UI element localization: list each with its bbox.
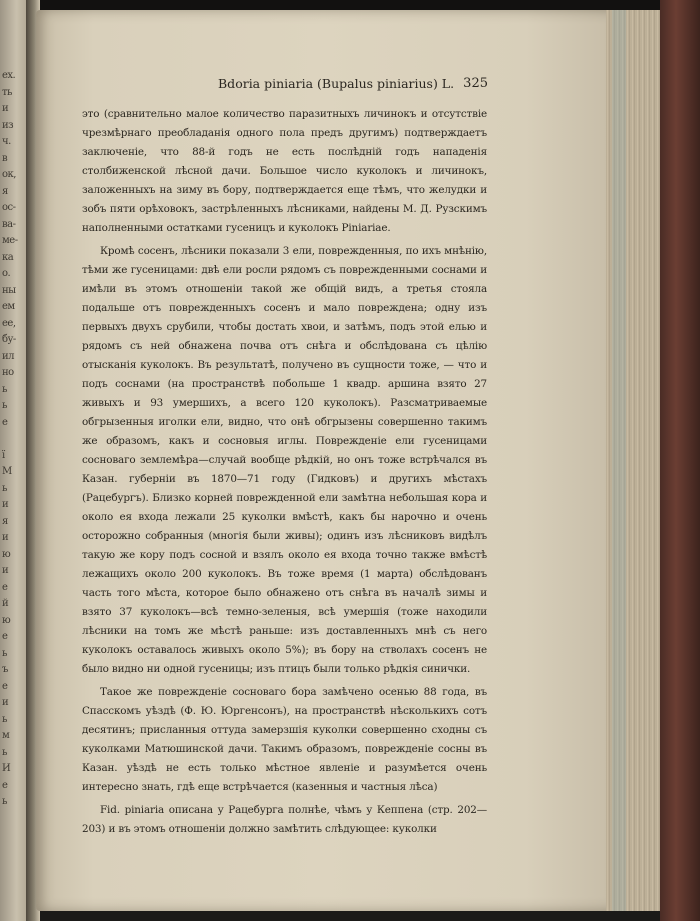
left-page-fragment: из xyxy=(2,119,14,131)
left-page-fragment: в xyxy=(2,152,8,164)
left-page-fragment: ка xyxy=(2,251,14,263)
left-page-fragment: ex. xyxy=(2,70,16,81)
left-page-fragment: ок, xyxy=(2,169,16,180)
left-page-fragment: бу- xyxy=(2,334,16,345)
page-header xyxy=(98,76,488,92)
left-page-fragment: ь xyxy=(2,796,7,807)
left-page-fragment: ть xyxy=(2,86,12,98)
left-page-fragment: ны xyxy=(2,284,16,296)
left-page-fragment: ю xyxy=(2,548,11,560)
left-page-fragment: И xyxy=(2,763,11,774)
left-page-fragment: м xyxy=(2,730,10,741)
left-page-fragment: е xyxy=(2,779,8,791)
left-page-fragment: и xyxy=(2,697,9,708)
left-page-fragment: ь xyxy=(2,647,7,659)
page-edge-tint xyxy=(612,10,626,911)
left-page-fragment: о. xyxy=(2,268,11,279)
left-page-fragment: й xyxy=(2,598,9,609)
left-page-fragment: ч. xyxy=(2,136,11,147)
left-page-fragment: ме- xyxy=(2,235,18,246)
left-page-fragment: ил xyxy=(2,350,15,362)
left-page-fragment: и xyxy=(2,103,9,114)
left-page-fragment: ь xyxy=(2,383,7,395)
left-page-fragment: но xyxy=(2,367,14,378)
page-number: 325 xyxy=(463,76,488,91)
left-page-fragment: ва- xyxy=(2,218,16,230)
left-page-fragment: М xyxy=(2,466,12,477)
left-page-fragment: и xyxy=(2,499,9,510)
left-page-fragment: и xyxy=(2,565,9,576)
left-page-fragment: е xyxy=(2,581,8,593)
left-page-fragment: ь xyxy=(2,482,7,494)
left-page-fragment: ї xyxy=(2,449,5,461)
running-head: Bdoria piniaria (Bupalus piniarius) L. xyxy=(218,76,455,91)
left-page-fragment: я xyxy=(2,185,8,197)
left-page-fragment: ь xyxy=(2,713,7,725)
left-page-fragment: ь xyxy=(2,400,7,411)
paragraph: Кромѣ сосенъ, лѣсники показали 3 ели, поврежденныя, по ихъ мнѣнію, тѣми же гусеницами: двѣ ели росли рядомъ съ поврежденными соснами и имѣли въ этомъ отношеніи такой же общій видъ, а третья стояла подальше отъ поврежденныхъ сосенъ и мало повреждена; одну изъ первыхъ двухъ срубили, чтобы достать хвои, и затѣмъ, подъ этой елью и рядомъ съ ней обнажена почва отъ снѣга и обслѣдована съ цѣлію отысканія куколокъ. Въ результатѣ, получено въ сущности тоже, — что и подъ соснами (на пространствѣ побольше 1 квадр. аршина взято 27 живыхъ и 93 умершихъ, а всего 120 куколокъ). Разсматриваемые обгрызенныя иголки ели, видно, что онѣ обгрызены совершенно такимъ же образомъ, какъ и сосновыя иглы. Поврежденіе ели гусеницами сосноваго землемѣра—случай вообще рѣдкій, но онъ тоже встрѣчался въ Казан. губерніи въ 1870—71 году (Гидковъ) и другихъ мѣстахъ (Рацебургъ). Близко корней поврежденной ели замѣтна небольшая кора и около ея входа лежали 25 куколки вмѣстѣ, какъ бы нарочно и очень осторожно собранныя (многія были живы); одинъ изъ лѣсниковъ видѣлъ такую же кору подъ сосной и взялъ около ея входа точно также вмѣстѣ лежащихъ около 200 куколокъ. Въ тоже время (1 марта) обслѣдованъ часть того мѣста, которое было обнажено отъ снѣга въ началѣ зимы и взято 37 куколокъ—всѣ темно-зеленыя, всѣ умершія (тоже находили лѣсники на томъ же мѣстѣ раньше: изъ доставленныхъ мнѣ съ него куколокъ оставалось живыхъ около 5%); въ бору на стволахъ сосенъ не было видно ни одной гусеницы; изъ птицъ были только рѣдкія синички. xyxy=(82,245,487,675)
body-text xyxy=(82,105,487,839)
left-page-fragment: ем xyxy=(2,301,15,312)
left-page-fragment: ос- xyxy=(2,202,16,213)
paragraph: Fid. piniaria описана у Рацебурга полнѣе, чѣмъ у Кеппена (стр. 202—203) и въ этомъ отношеніи должно замѣтить слѣдующее: куколки xyxy=(82,804,487,835)
left-page-fragment: е xyxy=(2,680,8,692)
left-page-fragment: ее, xyxy=(2,317,16,329)
left-page-fragment: ю xyxy=(2,614,11,626)
left-page-fragment: ь xyxy=(2,746,7,758)
paragraph: это (сравнительно малое количество паразитныхъ личинокъ и отсутствіе чрезмѣрнаго преобладанія одного пола предъ другимъ) подтверждаетъ заключеніе, что 88-й годъ не есть послѣдній годъ нападенія столбиженской лѣсной дачи. Большое число куколокъ и личинокъ, заложенныхъ на зиму въ бору, подтверждается еще тѣмъ, что желудки и зобъ пяти орѣховокъ, застрѣленныхъ лѣсниками, найдены М. Д. Рузскимъ наполненными остатками гусеницъ и куколокъ Piniariae. xyxy=(82,108,487,234)
left-page-fragment: е xyxy=(2,631,8,642)
left-page-fragment: е xyxy=(2,416,8,428)
left-page-fragment: ъ xyxy=(2,664,8,675)
left-page-fragment: и xyxy=(2,532,9,543)
left-page-fragment: я xyxy=(2,515,8,527)
book-cover xyxy=(660,0,700,921)
paragraph: Такое же поврежденіе сосноваго бора замѣчено осенью 88 года, въ Спасскомъ уѣздѣ (Ф. Ю. Юргенсонъ), на пространствѣ нѣсколькихъ сотъ десятинъ; присланныя оттуда замерзшія куколки совершенно сходны съ куколками Матюшинской дачи. Такимъ образомъ, поврежденіе сосны въ Казан. уѣздѣ не есть только мѣстное явленіе и разумѣется очень интересно знать, гдѣ еще встрѣчается (казенныя и частныя лѣса) xyxy=(82,686,487,793)
